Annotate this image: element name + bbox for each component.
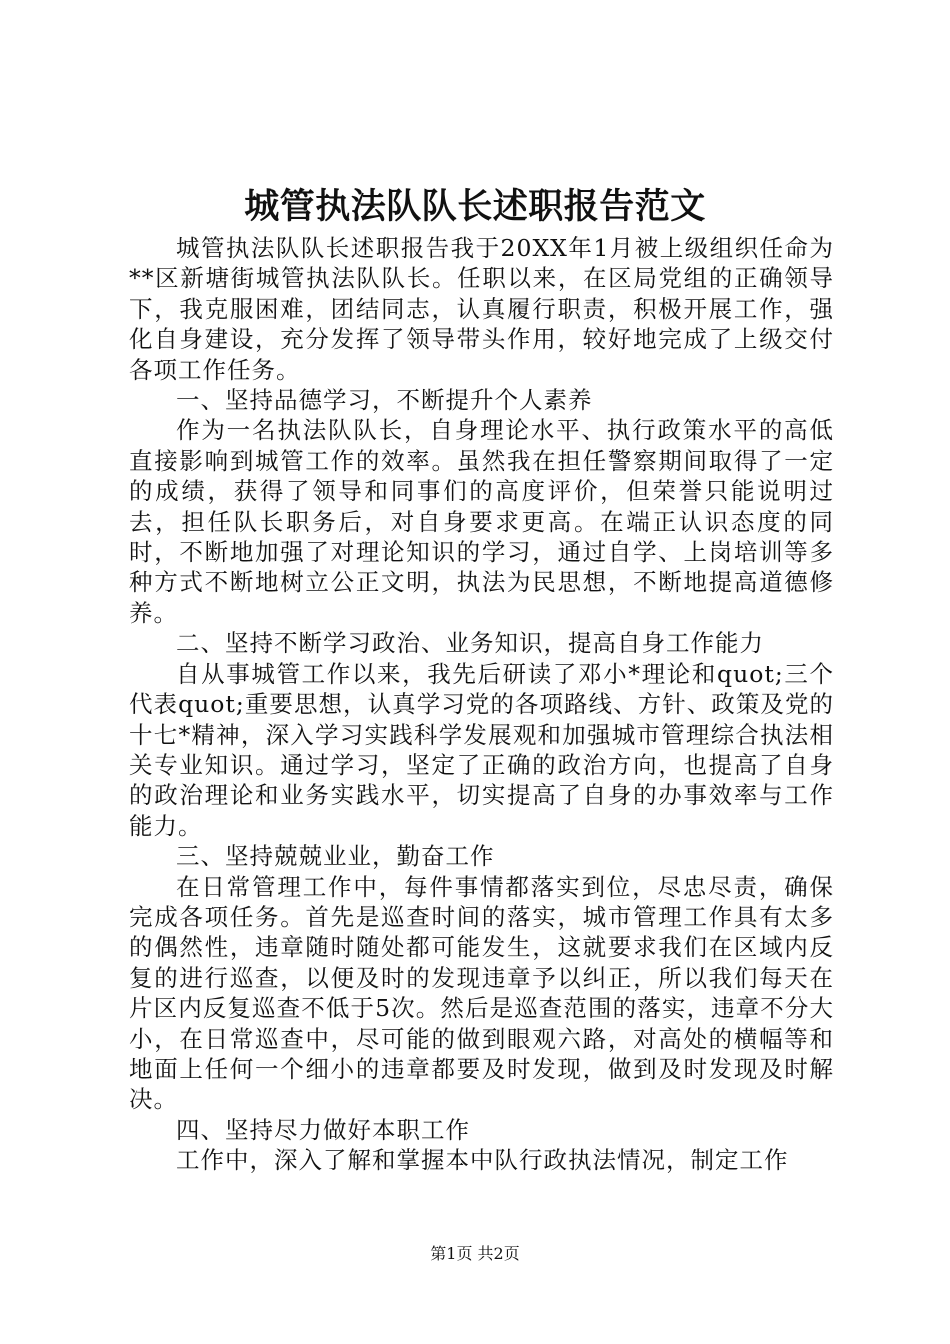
page-footer: 第1页 共2页 (430, 1244, 520, 1263)
section-heading-3: 三、坚持兢兢业业，勤奋工作 (176, 842, 495, 871)
section-heading-4: 四、坚持尽力做好本职工作 (176, 1115, 470, 1144)
document-body (129, 233, 834, 1176)
paragraph-section-2: 自从事城管工作以来，我先后研读了邓小*理论和quot;三个代表quot;重要思想，认真学习党的各项路线、方针、政策及党的十七*精神，深入学习实践科学发展观和加强城市管理综合执法相关专业知识。通过学习，坚定了正确的政治方向，也提高了自身的政治理论和业务实践水平，切实提高了自身的办事效率与工作能力。 (129, 659, 834, 840)
section-heading-2: 二、坚持不断学习政治、业务知识，提高自身工作能力 (176, 629, 764, 658)
paragraph-section-3: 在日常管理工作中，每件事情都落实到位，尽忠尽责，确保完成各项任务。首先是巡查时间的落实，城市管理工作具有太多的偶然性，违章随时随处都可能发生，这就要求我们在区域内反复的进行巡查，以便及时的发现违章予以纠正，所以我们每天在片区内反复巡查不低于5次。然后是巡查范围的落实，违章不分大小，在日常巡查中，尽可能的做到眼观六路，对高处的横幅等和地面上任何一个细小的违章都要及时发现，做到及时发现及时解决。 (129, 872, 834, 1114)
paragraph-section-4: 工作中，深入了解和掌握本中队行政执法情况，制定工作 (176, 1146, 789, 1175)
document-title: 城管执法队队长述职报告范文 (244, 186, 706, 227)
section-heading-1: 一、坚持品德学习，不断提升个人素养 (176, 386, 593, 415)
paragraph-section-1: 作为一名执法队队长，自身理论水平、执行政策水平的高低直接影响到城管工作的效率。虽然我在担任警察期间取得了一定的成绩，获得了领导和同事们的高度评价，但荣誉只能说明过去，担任队长职务后，对自身要求更高。在端正认识态度的同时，不断地加强了对理论知识的学习，通过自学、上岗培训等多种方式不断地树立公正文明，执法为民思想，不断地提高道德修养。 (129, 416, 834, 627)
paragraph-intro: 城管执法队队长述职报告我于20XX年1月被上级组织任命为**区新塘街城管执法队队长。任职以来，在区局党组的正确领导下，我克服困难，团结同志，认真履行职责，积极开展工作，强化自身建设，充分发挥了领导带头作用，较好地完成了上级交付各项工作任务。 (129, 234, 834, 384)
